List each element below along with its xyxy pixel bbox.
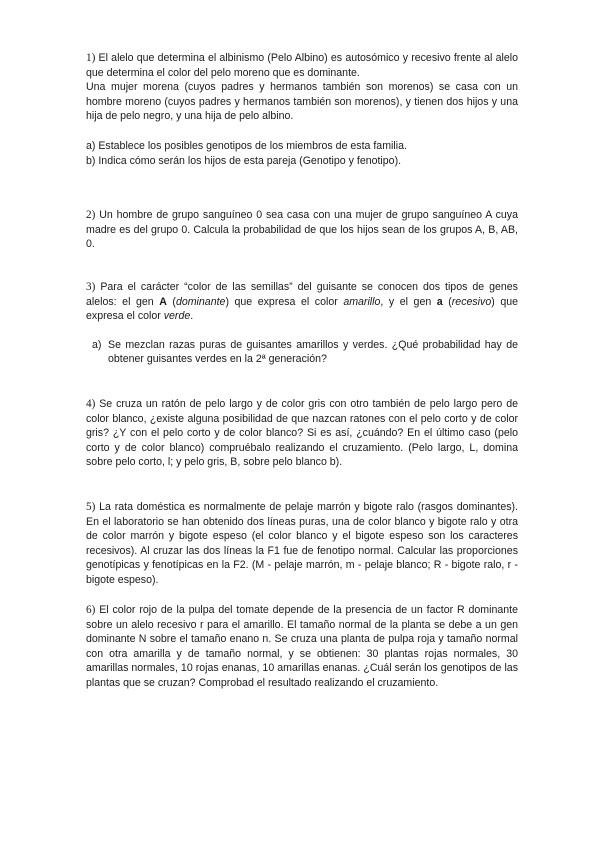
question-5: [86, 500, 518, 588]
question-1-line1: El alelo que determina el albinismo (Pelo Albino) es autosómico y recesivo frente al alelo que determina el color del pelo moreno que es dominante.: [86, 52, 518, 79]
question-2-text: Un hombre de grupo sanguíneo 0 sea casa con una mujer de grupo sanguíneo A cuya madre es del grupo 0. Calcula la probabilidad de que los hijos sean de los grupos A, B, AB, 0.: [86, 209, 518, 251]
question-5-number: 5): [86, 501, 96, 513]
question-1: [86, 51, 518, 168]
question-3-part-a-text: Se mezclan razas puras de guisantes amarillos y verdes. ¿Qué probabilidad hay de obtener guisantes verdes en la 2ª generación?: [108, 338, 518, 366]
list-marker: a): [92, 338, 102, 351]
question-4-text: Se cruza un ratón de pelo largo y de color gris con otro también de pelo largo pero de color blanco, ¿existe alguna posibilidad de que nazcan ratones con el pelo corto y de color gris? ¿Y con el pelo corto y de color blanco? Si es así, ¿cuándo? En el último caso (pelo corto y de color blanco) compruébalo realizando el cruzamiento. (Pelo largo, L, domina sobre pelo corto, l; y pelo gris, B, sobre pelo blanco b).: [86, 398, 518, 469]
gene-a: a: [436, 295, 443, 308]
question-3-number: 3): [86, 281, 96, 293]
question-3: [86, 280, 518, 367]
question-1-part-a: a) Establece los posibles genotipos de los miembros de esta familia.: [86, 139, 407, 152]
question-2: [86, 208, 518, 252]
question-1-part-b: b) Indica cómo serán los hijos de esta pareja (Genotipo y fenotipo).: [86, 154, 402, 167]
question-4-number: 4): [86, 398, 96, 410]
gene-A: A: [159, 295, 167, 308]
question-2-number: 2): [86, 209, 96, 221]
question-5-text: La rata doméstica es normalmente de pelaje marrón y bigote ralo (rasgos dominantes). En el laboratorio se han obtenido dos líneas puras, una de color blanco y bigote ralo y otra de color marrón y bigote espeso (el color blanco y el bigote espeso son los caracteres recesivos). Al cruzar las dos líneas la F1 fue de fenotipo normal. Calcular las proporciones genotípicas y fenotípicas en la F2. (M - pelaje marrón, m - pelaje blanco; R - bigote ralo, r - bigote espeso).: [86, 501, 518, 586]
question-6-text: El color rojo de la pulpa del tomate depende de la presencia de un factor R dominante sobre un alelo recesivo r para el amarillo. El tamaño normal de la planta se debe a un gen dominante N sobre el tamaño enano n. Se cruza una planta de pulpa roja y tamaño normal con otra amarilla y de tamaño normal, y se obtienen: 30 plantas rojas normales, 30 amarillas normales, 10 rojas enanas, 10 amarillas enanas. ¿Cuál serán los genotipos de las plantas que se cruzan? Comprobad el resultado realizando el cruzamiento.: [86, 604, 518, 689]
question-6: [86, 603, 518, 691]
question-3-part-a: [86, 338, 518, 367]
question-6-number: 6): [86, 604, 96, 616]
question-1-intro: [86, 51, 518, 80]
question-4: [86, 397, 518, 470]
question-1-number: 1): [86, 52, 96, 64]
question-3-text: 3) Para el carácter “color de las semillas” del guisante se conocen dos tipos de genes alelos: el gen A (dominante) que expresa el color amarillo, y el gen a (recesivo) que expresa el color verde.: [86, 281, 518, 323]
question-1-statement: Una mujer morena (cuyos padres y hermanos también son morenos) se casa con un hombre moreno (cuyos padres y hermanos también son morenos), y tienen dos hijos y una hija de pelo negro, y una hija de pelo albino.: [86, 81, 518, 123]
